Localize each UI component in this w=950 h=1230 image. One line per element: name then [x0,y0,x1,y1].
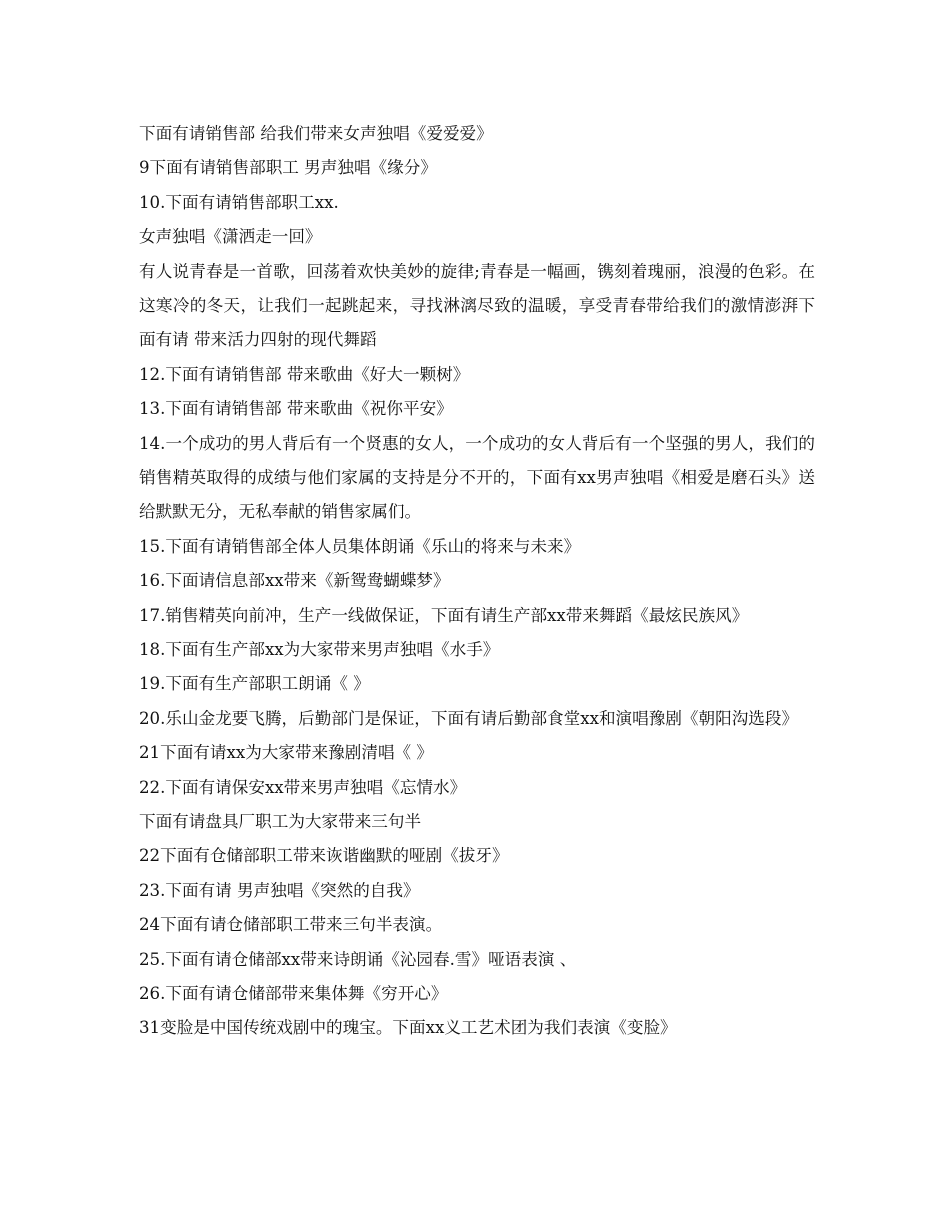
program-line: 24下面有请仓储部职工带来三句半表演。 [139,915,443,935]
program-paragraph: 14.一个成功的男人背后有一个贤惠的女人，一个成功的女人背后有一个坚强的男人，我们的销售精英取得的成绩与他们家属的支持是分不开的，下面有xx男声独唱《相爱是磨石头》送给默默无分，无私奉献的销售家属们。 [139,433,815,522]
program-line: 下面有请盘具厂职工为大家带来三句半 [139,811,422,831]
program-line: 16.下面请信息部xx带来《新鸳鸯蝴蝶梦》 [139,571,450,591]
document-body [139,117,815,1046]
program-paragraph: 20.乐山金龙要飞腾，后勤部门是保证，下面有请后勤部食堂xx和演唱豫剧《朝阳沟选段》 [139,708,799,728]
program-line: 下面有请销售部 给我们带来女声独唱《爱爱爱》 [139,124,493,143]
program-line: 女声独唱《潇洒走一回》 [139,227,322,247]
program-line: 10.下面有请销售部职工xx. [139,192,339,212]
program-paragraph: 17.销售精英向前冲，生产一线做保证，下面有请生产部xx带来舞蹈《最炫民族风》 [139,605,749,625]
program-line: 15.下面有请销售部全体人员集体朗诵《乐山的将来与未来》 [139,536,581,556]
program-line: 22下面有仓储部职工带来诙谐幽默的哑剧《拔牙》 [139,846,509,866]
program-line: 31变脸是中国传统戏剧中的瑰宝。下面xx义工艺术团为我们表演《变脸》 [139,1018,677,1038]
program-line: 9下面有请销售部职工 男声独唱《缘分》 [139,158,437,178]
program-line: 22.下面有请保安xx带来男声独唱《忘情水》 [139,777,467,797]
program-line: 25.下面有请仓储部xx带来诗朗诵《沁园春.雪》哑语表演 、 [139,949,577,969]
program-line: 21下面有请xx为大家带来豫剧清唱《 》 [139,743,434,763]
program-line: 23.下面有请 男声独唱《突然的自我》 [139,880,420,900]
program-line: 13.下面有请销售部 带来歌曲《祝你平安》 [139,399,453,419]
program-line: 26.下面有请仓储部带来集体舞《穷开心》 [139,983,448,1003]
program-line: 19.下面有生产部职工朗诵《 》 [139,674,370,694]
program-line: 12.下面有请销售部 带来歌曲《好大一颗树》 [139,364,470,384]
program-paragraph: 有人说青春是一首歌，回荡着欢快美妙的旋律;青春是一幅画，镌刻着瑰丽，浪漫的色彩。在这寒冷的冬天，让我们一起跳起来，寻找淋漓尽致的温暖，享受青春带给我们的激情澎湃下面有请 带来活力四射的现代舞蹈 [139,261,815,350]
program-line: 18.下面有生产部xx为大家带来男声独唱《水手》 [139,639,500,659]
